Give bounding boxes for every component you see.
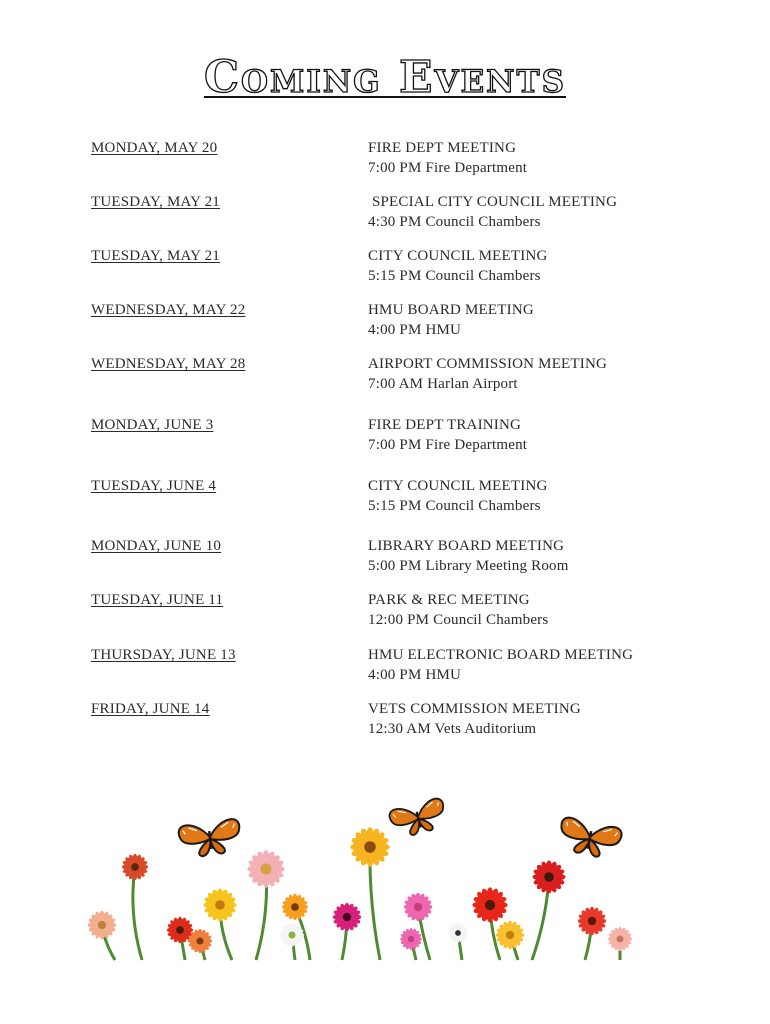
event-detail: 5:15 PM Council Chambers [368,268,541,284]
event-name: SPECIAL CITY COUNCIL MEETING [368,194,618,210]
event-detail: 12:00 PM Council Chambers [368,612,549,628]
event-details [368,699,581,739]
event-date: FRIDAY, JUNE 14 [91,701,210,717]
flower-icon [167,917,193,960]
event-detail: 7:00 AM Harlan Airport [368,376,518,392]
butterfly-icon [388,797,449,840]
flower-icon [350,827,390,960]
event-name: HMU ELECTRONIC BOARD MEETING [368,647,634,663]
event-detail: 4:00 PM HMU [368,667,462,683]
flower-icon [448,923,468,960]
event-date: TUESDAY, MAY 21 [91,248,221,264]
event-date: WEDNESDAY, MAY 28 [91,356,246,372]
event-name: VETS COMMISSION MEETING [368,701,581,717]
event-details [368,415,527,455]
flower-icon [472,887,507,960]
event-details [368,645,633,685]
flower-icon [280,923,304,960]
flower-icon [333,903,362,960]
event-name: AIRPORT COMMISSION MEETING [368,356,608,372]
event-name: PARK & REC MEETING [368,592,530,608]
event-row [0,536,770,580]
event-detail: 7:00 PM Fire Department [368,437,528,453]
flower-icon [88,911,117,960]
event-detail: 5:15 PM Council Chambers [368,498,541,514]
event-details [368,246,548,286]
event-detail: 4:30 PM Council Chambers [368,214,541,230]
flower-icon [122,854,148,960]
page-title: Coming Events [204,52,566,103]
event-row [0,138,770,182]
event-name: HMU BOARD MEETING [368,302,534,318]
event-date: TUESDAY, MAY 21 [91,194,221,210]
event-date: MONDAY, MAY 20 [91,140,218,156]
event-row [0,590,770,634]
flower-icon [608,927,632,960]
event-date: THURSDAY, JUNE 13 [91,647,236,663]
event-details [368,590,548,630]
flower-icon [404,893,433,960]
event-details [368,192,617,232]
flower-icon [496,921,525,960]
flower-icon [578,907,607,960]
event-name: CITY COUNCIL MEETING [368,248,548,264]
event-row [0,699,770,743]
event-date: TUESDAY, JUNE 4 [91,478,217,494]
event-name: LIBRARY BOARD MEETING [368,538,565,554]
event-detail: 12:30 AM Vets Auditorium [368,721,537,737]
flower-icon [247,850,284,960]
event-row [0,300,770,344]
event-details [368,476,548,516]
event-date: MONDAY, JUNE 3 [91,417,214,433]
event-date: WEDNESDAY, MAY 22 [91,302,246,318]
event-row [0,645,770,689]
event-row [0,246,770,290]
event-row [0,354,770,398]
butterfly-icon [178,818,243,859]
event-detail: 4:00 PM HMU [368,322,462,338]
page-title-wrap [0,52,770,103]
event-date: MONDAY, JUNE 10 [91,538,222,554]
event-details [368,536,569,576]
event-row [0,476,770,520]
flower-icon [532,860,566,960]
flower-icon [188,929,212,960]
event-details [368,300,534,340]
flower-icon [400,928,422,960]
event-row [0,192,770,236]
event-detail: 7:00 PM Fire Department [368,160,528,176]
event-details [368,354,607,394]
event-date: TUESDAY, JUNE 11 [91,592,224,608]
flowers-illustration [80,795,640,965]
butterfly-icon [556,816,623,861]
event-name: FIRE DEPT MEETING [368,140,517,156]
event-detail: 5:00 PM Library Meeting Room [368,558,569,574]
event-name: CITY COUNCIL MEETING [368,478,548,494]
event-name: FIRE DEPT TRAINING [368,417,522,433]
event-row [0,415,770,459]
event-details [368,138,527,178]
